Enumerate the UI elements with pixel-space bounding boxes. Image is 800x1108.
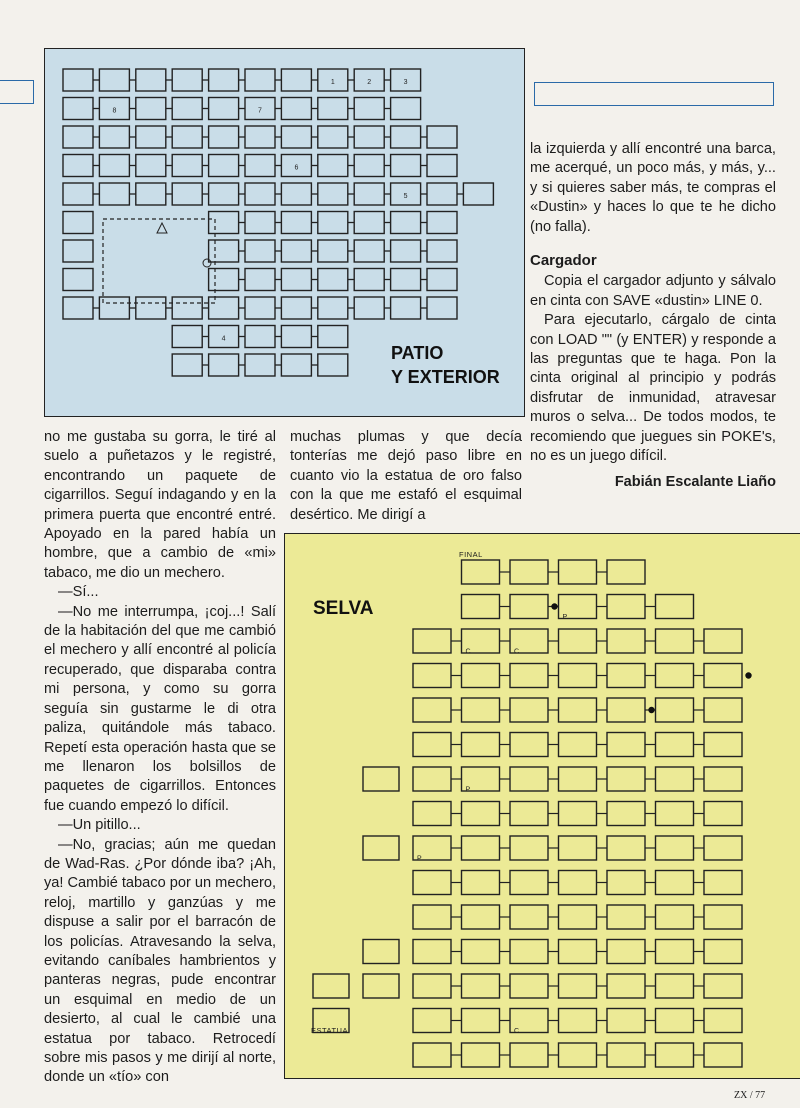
selva-marker: P (417, 855, 422, 863)
patio-room (172, 183, 202, 205)
selva-area (607, 1043, 645, 1067)
patio-room (281, 326, 311, 348)
selva-area (704, 767, 742, 791)
selva-area (607, 664, 645, 688)
patio-room-number: 5 (403, 193, 408, 200)
patio-room (318, 183, 348, 205)
selva-area (510, 664, 548, 688)
selva-area (559, 836, 597, 860)
selva-area (462, 940, 500, 964)
patio-room (209, 354, 239, 376)
selva-area (656, 871, 694, 895)
selva-area (462, 733, 500, 757)
right-column (530, 140, 776, 492)
selva-area (704, 802, 742, 826)
left-edge-tab (0, 80, 34, 104)
patio-room (391, 269, 421, 291)
patio-room (245, 326, 275, 348)
selva-area (704, 871, 742, 895)
patio-room-number: 1 (330, 79, 335, 86)
selva-area (510, 698, 548, 722)
selva-area (656, 940, 694, 964)
selva-marker: C (514, 648, 520, 656)
selva-area (510, 905, 548, 929)
left-paragraph-1: no me gustaba su gorra, le tiré al suelo a puñetazos y le registré, encontrando un paquete de cigarrillos. Seguí indagando y en la primera puerta que encontré entré. Apoyado en la pared había un hombre, que a cambio de «mi» tabaco, me dio un mechero. (44, 429, 276, 581)
selva-area (656, 836, 694, 860)
patio-room (245, 69, 275, 91)
selva-area (656, 767, 694, 791)
patio-room (172, 297, 202, 319)
patio-room (136, 69, 166, 91)
loader-paragraph-2: Para ejecutarlo, cárgalo de cinta con LOAD "" (y ENTER) y responde a las preguntas que te haga. Pon la cinta original al principio y podrás disfrutar de inmunidad, atravesar muros o selva... De todos modos, te recomiendo que juegues sin POKE's, no es un juego difícil. (530, 312, 776, 465)
selva-marker: C (465, 648, 471, 656)
selva-area (510, 595, 548, 619)
patio-room (318, 240, 348, 262)
patio-room (318, 126, 348, 148)
selva-area (559, 664, 597, 688)
selva-area (413, 871, 451, 895)
selva-side-area (363, 974, 399, 998)
patio-room (63, 297, 93, 319)
patio-room (281, 240, 311, 262)
patio-room (172, 155, 202, 177)
patio-room (209, 297, 239, 319)
selva-area (413, 664, 451, 688)
selva-area (559, 940, 597, 964)
patio-room (63, 269, 93, 291)
patio-room (318, 297, 348, 319)
selva-area (559, 871, 597, 895)
page-number: ZX / 77 (734, 1090, 766, 1101)
selva-area (607, 905, 645, 929)
selva-area (510, 974, 548, 998)
selva-area (704, 733, 742, 757)
selva-area (607, 560, 645, 584)
middle-paragraph: muchas plumas y que decía tonterías me dejó paso libre en cuanto vio la estatua de oro falso con la que me estafó el esquimal desértico. Me dirigí a (290, 429, 522, 523)
patio-room (427, 126, 457, 148)
selva-dot (745, 672, 751, 678)
patio-room (427, 212, 457, 234)
selva-area (510, 940, 548, 964)
selva-area (656, 905, 694, 929)
patio-room (63, 98, 93, 120)
patio-room (391, 297, 421, 319)
patio-room (391, 240, 421, 262)
selva-area (704, 664, 742, 688)
selva-area (413, 629, 451, 653)
patio-room (281, 269, 311, 291)
patio-room (245, 126, 275, 148)
patio-room (99, 69, 129, 91)
patio-room (99, 297, 129, 319)
patio-room (318, 155, 348, 177)
selva-area (462, 664, 500, 688)
author-signature: Fabián Escalante Liaño (614, 473, 776, 490)
selva-area (559, 698, 597, 722)
selva-area (656, 733, 694, 757)
patio-room (172, 354, 202, 376)
selva-area (559, 560, 597, 584)
patio-guard-marker (157, 223, 167, 233)
patio-room (318, 269, 348, 291)
loader-heading: Cargador (530, 252, 597, 270)
selva-map (284, 533, 800, 1079)
selva-area (704, 974, 742, 998)
patio-room-number: 7 (258, 107, 262, 115)
right-edge-tab (534, 82, 774, 106)
patio-room (172, 69, 202, 91)
left-paragraph-4: —Un pitillo... (58, 817, 141, 834)
selva-area (413, 698, 451, 722)
patio-room (427, 297, 457, 319)
left-paragraph-5: —No, gracias; aún me quedan de Wad-Ras. ¿Por dónde iba? ¡Ah, ya! Cambié tabaco por un mechero, reloj, martillo y ganzúas y me dispuse a salir por el barracón de los policías. Atravesando la selva, evitando caníbales hambrientos y panteras negras, pude encontrar un esquimal en medio de un desierto, al cual le cambié una estatua por tabaco. Retrocedí sobre mis pasos y me dirijí al norte, donde un «tío» con (44, 836, 277, 1086)
selva-area (607, 1009, 645, 1033)
selva-area (607, 767, 645, 791)
patio-room (354, 212, 384, 234)
patio-room (172, 326, 202, 348)
patio-room (391, 212, 421, 234)
patio-room (281, 98, 311, 120)
patio-room (391, 155, 421, 177)
selva-area (656, 802, 694, 826)
patio-yard-outline (103, 219, 215, 303)
patio-room (281, 69, 311, 91)
patio-room (391, 98, 421, 120)
selva-area (413, 974, 451, 998)
selva-area (462, 802, 500, 826)
selva-dot (551, 603, 557, 609)
patio-room (63, 155, 93, 177)
patio-room (391, 126, 421, 148)
selva-area (559, 1009, 597, 1033)
patio-room (245, 155, 275, 177)
patio-room (281, 212, 311, 234)
selva-area (704, 836, 742, 860)
selva-marker: P (465, 786, 471, 794)
selva-area (656, 974, 694, 998)
selva-area (656, 629, 694, 653)
patio-room (318, 212, 348, 234)
patio-room (172, 126, 202, 148)
patio-map-drawing (45, 49, 524, 416)
patio-room (245, 240, 275, 262)
patio-map (44, 48, 525, 417)
patio-marker (203, 259, 211, 267)
left-paragraph-2: —Sí... (58, 584, 99, 601)
selva-area (704, 1009, 742, 1033)
patio-room (245, 297, 275, 319)
selva-area (607, 871, 645, 895)
patio-room (99, 155, 129, 177)
patio-room (354, 269, 384, 291)
selva-area (656, 595, 694, 619)
selva-area (559, 802, 597, 826)
selva-area (607, 802, 645, 826)
patio-room (354, 98, 384, 120)
selva-area (413, 802, 451, 826)
selva-area (559, 733, 597, 757)
patio-room (463, 183, 493, 205)
patio-title-line1: PATIO (391, 343, 444, 363)
patio-room (99, 183, 129, 205)
selva-area (607, 836, 645, 860)
selva-area (559, 905, 597, 929)
patio-room (245, 212, 275, 234)
selva-area (607, 698, 645, 722)
selva-dot (648, 707, 654, 713)
selva-area (462, 595, 500, 619)
selva-area (462, 836, 500, 860)
selva-area (656, 698, 694, 722)
patio-room-number: 8 (112, 107, 117, 115)
patio-room (427, 240, 457, 262)
selva-area (413, 940, 451, 964)
patio-room (281, 354, 311, 376)
selva-area (462, 698, 500, 722)
patio-room (63, 183, 93, 205)
selva-area (413, 733, 451, 757)
loader-paragraph-1: Copia el cargador adjunto y sálvalo en cinta con SAVE «dustin» LINE 0. (530, 273, 776, 309)
patio-room (354, 240, 384, 262)
selva-area (462, 1043, 500, 1067)
selva-area (607, 974, 645, 998)
selva-side-area (363, 836, 399, 860)
selva-area (656, 1009, 694, 1033)
selva-area (413, 767, 451, 791)
selva-area (607, 733, 645, 757)
selva-area (656, 1043, 694, 1067)
selva-side-area (363, 767, 399, 791)
selva-area (607, 629, 645, 653)
patio-room (209, 269, 239, 291)
selva-area (607, 595, 645, 619)
selva-area (510, 767, 548, 791)
left-paragraph-3: —No me interrumpa, ¡coj...! Salí de la habitación del que me cambió el mechero y allí encontré al policía recuperado, que disparaba contra mi persona, y como su gorra seguía sin gustarme le di otra paliza, quitándole más tabaco. Repetí esta operación hasta que se me llenaron los bolsillos de paquetes de cigarrillos. Entonces fue cuando empezó lo difícil. (44, 603, 276, 814)
selva-area (462, 974, 500, 998)
patio-room (354, 155, 384, 177)
patio-room (63, 240, 93, 262)
patio-room (209, 183, 239, 205)
right-intro-paragraph: la izquierda y allí encontré una barca, me acerqué, un poco más, y más, y... y si quieres saber más, te compras el «Dustin» y haces lo que te he dicho (no falla). (530, 141, 776, 235)
patio-room (136, 126, 166, 148)
patio-room (63, 126, 93, 148)
patio-room (136, 183, 166, 205)
patio-room (245, 183, 275, 205)
selva-area (559, 1043, 597, 1067)
patio-room (427, 183, 457, 205)
patio-room-number: 3 (403, 79, 408, 86)
selva-area (656, 664, 694, 688)
patio-room (63, 69, 93, 91)
patio-room (427, 269, 457, 291)
selva-area (559, 767, 597, 791)
patio-room (318, 98, 348, 120)
selva-area (510, 836, 548, 860)
final-label: FINAL (459, 550, 483, 559)
patio-room (136, 297, 166, 319)
patio-room (209, 69, 239, 91)
selva-area (704, 698, 742, 722)
selva-marker: P (562, 614, 568, 621)
patio-room (354, 297, 384, 319)
selva-area (413, 1043, 451, 1067)
selva-area (413, 1009, 451, 1033)
patio-room (136, 155, 166, 177)
patio-room (245, 354, 275, 376)
selva-area (510, 1043, 548, 1067)
patio-room-number: 2 (367, 79, 372, 86)
selva-area (510, 802, 548, 826)
patio-room (209, 212, 239, 234)
patio-room-number: 6 (294, 164, 299, 172)
selva-title: SELVA (313, 598, 374, 619)
patio-room-number: 4 (221, 335, 226, 343)
selva-area (413, 905, 451, 929)
patio-title-line2: Y EXTERIOR (391, 367, 500, 387)
patio-room (354, 183, 384, 205)
patio-room (318, 354, 348, 376)
selva-area (510, 560, 548, 584)
patio-room (209, 240, 239, 262)
patio-room (99, 126, 129, 148)
left-column (44, 428, 276, 1088)
selva-side-area (313, 974, 349, 998)
selva-area (510, 733, 548, 757)
patio-room (427, 155, 457, 177)
patio-room (281, 297, 311, 319)
selva-area (607, 940, 645, 964)
patio-room (281, 126, 311, 148)
selva-area (510, 871, 548, 895)
patio-room (209, 155, 239, 177)
selva-area (704, 1043, 742, 1067)
middle-column (290, 428, 522, 525)
patio-room (281, 183, 311, 205)
patio-room (245, 269, 275, 291)
selva-area (704, 940, 742, 964)
selva-marker: C (514, 1028, 520, 1035)
patio-room (172, 98, 202, 120)
selva-area (559, 974, 597, 998)
patio-room (209, 126, 239, 148)
patio-room (318, 326, 348, 348)
patio-room (354, 126, 384, 148)
patio-room (136, 98, 166, 120)
selva-area (704, 905, 742, 929)
selva-area (462, 905, 500, 929)
patio-room (209, 98, 239, 120)
selva-area (462, 1009, 500, 1033)
selva-area (704, 629, 742, 653)
patio-room (63, 212, 93, 234)
selva-area (559, 629, 597, 653)
statue-label: ESTATUA (311, 1026, 348, 1035)
selva-area (462, 871, 500, 895)
selva-side-area (363, 940, 399, 964)
selva-area (462, 560, 500, 584)
